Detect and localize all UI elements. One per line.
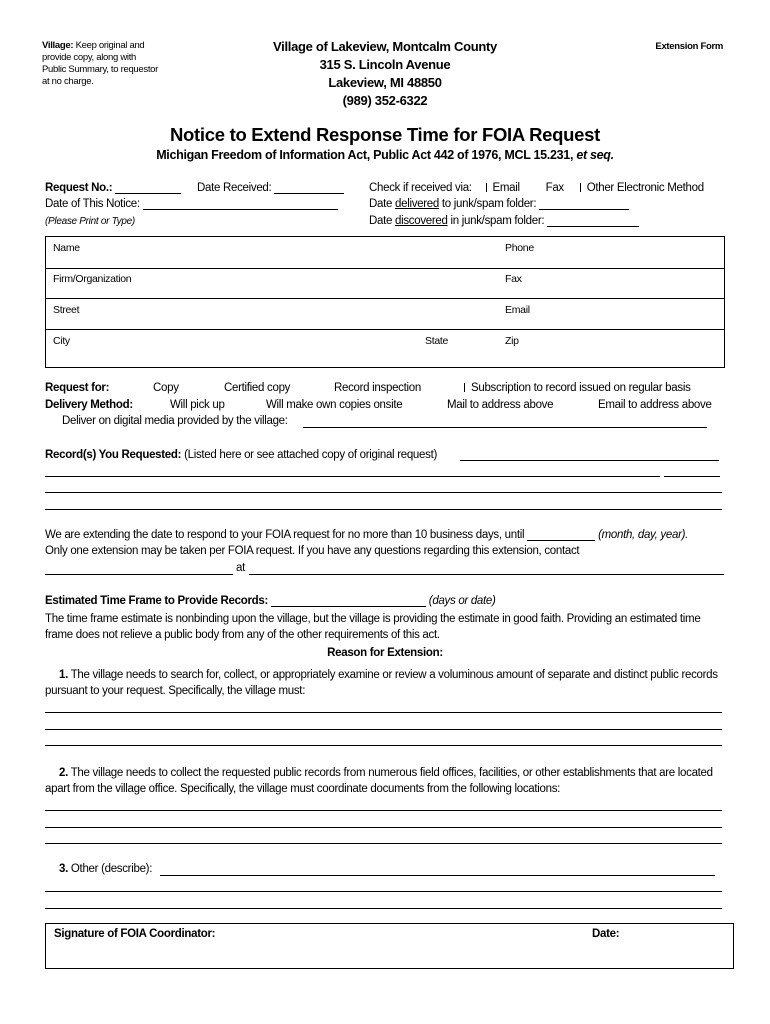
reason-heading: Reason for Extension: [327, 647, 443, 659]
records-row [45, 449, 437, 461]
request-no-row [45, 182, 181, 194]
reason-1-num: 1. [59, 669, 68, 681]
reason-2-line-2[interactable] [45, 827, 722, 828]
name-label: Name [53, 242, 80, 254]
opt-fax: Fax [545, 182, 564, 194]
extension-text-2: Only one extension may be taken per FOIA request. If you have any questions regarding this extension, contact [45, 545, 580, 557]
date-word-2: Date [369, 215, 393, 227]
opt-inspection[interactable]: Record inspection [334, 382, 421, 394]
contact-divider-2 [45, 298, 725, 299]
contact-divider-1 [45, 268, 725, 269]
estimate-suffix: (days or date) [428, 595, 496, 607]
request-no-field[interactable] [115, 182, 181, 194]
opt-subscription: Subscription to record issued on regular basis [471, 382, 691, 394]
delivered-row [369, 198, 629, 210]
junk-delivered-label: to junk/spam folder: [441, 198, 537, 210]
extension-date-field[interactable] [527, 529, 595, 541]
org-phone: (989) 352-6322 [342, 93, 428, 108]
junk-discovered-label: in junk/spam folder: [450, 215, 545, 227]
reason-3-num: 3. [59, 863, 68, 875]
firm-field[interactable] [51, 285, 499, 297]
records-label: Record(s) You Requested: [45, 449, 182, 461]
subscription-row [464, 382, 691, 394]
digital-label: Deliver on digital media provided by the village: [62, 415, 288, 427]
reason-1 [45, 667, 725, 699]
opt-mail[interactable]: Mail to address above [447, 399, 554, 411]
city-field[interactable] [51, 347, 411, 359]
subscription-checkbox[interactable] [464, 383, 466, 392]
opt-certified[interactable]: Certified copy [224, 382, 291, 394]
request-no-label: Request No.: [45, 182, 113, 194]
village-instruction [42, 40, 162, 88]
org-header [200, 38, 570, 110]
signature-date-field[interactable] [592, 944, 722, 964]
reason-3-line-2[interactable] [45, 891, 722, 892]
form-type: Extension Form [655, 41, 723, 52]
page-subtitle [0, 148, 770, 162]
delivery-label: Delivery Method: [45, 399, 133, 411]
state-label: State [425, 335, 449, 347]
reason-1-line-3[interactable] [45, 745, 722, 746]
reason-2-num: 2. [59, 767, 68, 779]
digital-field[interactable] [303, 427, 707, 428]
reason-2 [45, 765, 725, 797]
records-line-2a[interactable] [45, 476, 660, 477]
opt-email-delivery[interactable]: Email to address above [598, 399, 712, 411]
subtitle-em: et seq. [576, 148, 614, 162]
discovered-word: discovered [395, 215, 448, 227]
name-field[interactable] [51, 254, 499, 266]
village-label: Village: [42, 40, 74, 51]
opt-copies-onsite[interactable]: Will make own copies onsite [266, 399, 403, 411]
org-name: Village of Lakeview, Montcalm County [273, 39, 497, 54]
phone-label: Phone [505, 242, 534, 254]
extension-text-1-em: (month, day, year). [598, 529, 689, 541]
reason-1-text: The village needs to search for, collect, or appropriately examine or review a voluminous amount of separate and distinct public records pursuant to your request. Specifically, the village must: [45, 669, 718, 697]
reason-2-line-1[interactable] [45, 810, 722, 811]
opt-pickup[interactable]: Will pick up [170, 399, 225, 411]
org-city: Lakeview, MI 48850 [328, 75, 442, 90]
estimate-field[interactable] [271, 595, 426, 607]
date-notice-field[interactable] [143, 198, 338, 210]
records-line-4[interactable] [45, 509, 722, 510]
records-line-1[interactable] [460, 460, 719, 461]
reason-2-text: The village needs to collect the requested public records from numerous field offices, facilities, or other establishments that are located apart from the village office. Specifically, the village must coordinate documents from the following locations: [45, 767, 713, 795]
village-note: Keep original and provide copy, along with Public Summary, to requestor at no charge. [42, 40, 159, 87]
delivered-date-field[interactable] [539, 198, 629, 210]
signature-date-label: Date: [592, 928, 620, 940]
estimate-label: Estimated Time Frame to Provide Records: [45, 595, 268, 607]
date-received-field[interactable] [274, 182, 344, 194]
email-label: Email [505, 304, 530, 316]
extension-text-1: We are extending the date to respond to your FOIA request for no more than 10 business days, until [45, 529, 525, 541]
opt-email: Email [492, 182, 520, 194]
zip-label: Zip [505, 335, 519, 347]
street-label: Street [53, 304, 80, 316]
date-notice-row [45, 198, 338, 210]
email-checkbox[interactable] [486, 183, 488, 192]
at-label: at [236, 562, 245, 574]
reason-3-line-1[interactable] [160, 875, 715, 876]
city-label: City [53, 335, 70, 347]
fax-label: Fax [505, 273, 522, 285]
reason-3 [59, 863, 152, 875]
street-field[interactable] [51, 316, 499, 328]
opt-copy[interactable]: Copy [153, 382, 179, 394]
print-note: (Please Print or Type) [45, 216, 135, 227]
date-received-label: Date Received: [197, 182, 272, 194]
subtitle-main: Michigan Freedom of Information Act, Public Act 442 of 1976, MCL 15.231, [156, 148, 574, 162]
records-line-3[interactable] [45, 492, 722, 493]
signature-label: Signature of FOIA Coordinator: [54, 928, 216, 940]
request-for-label: Request for: [45, 382, 110, 394]
records-note: (Listed here or see attached copy of original request) [184, 449, 437, 461]
records-line-2b[interactable] [664, 476, 720, 477]
date-notice-label: Date of This Notice: [45, 198, 140, 210]
org-address: 315 S. Lincoln Avenue [319, 57, 451, 72]
firm-label: Firm/Organization [53, 273, 132, 285]
discovered-date-field[interactable] [547, 215, 639, 227]
signature-field[interactable] [54, 944, 574, 964]
page-title: Notice to Extend Response Time for FOIA Request [170, 124, 600, 145]
discovered-row [369, 215, 639, 227]
received-via-label: Check if received via: [369, 182, 472, 194]
extension-line-1 [45, 529, 745, 541]
date-word: Date [369, 198, 393, 210]
reason-3-text: Other (describe): [70, 863, 153, 875]
contact-name-field[interactable] [45, 574, 233, 575]
reason-2-line-3[interactable] [45, 843, 722, 844]
received-via-row [369, 182, 704, 194]
contact-info-field[interactable] [249, 574, 724, 575]
date-received-row [197, 182, 344, 194]
other-checkbox[interactable] [580, 183, 582, 192]
delivered-word: delivered [395, 198, 439, 210]
reason-1-line-2[interactable] [45, 729, 722, 730]
estimate-row [45, 595, 496, 607]
reason-1-line-1[interactable] [45, 712, 722, 713]
reason-3-line-3[interactable] [45, 908, 722, 909]
contact-divider-3 [45, 329, 725, 330]
estimate-para: The time frame estimate is nonbinding upon the village, but the village is providing the estimate in good faith. Providing an estimated time frame does not relieve a public body from any of the other requirements of this act. [45, 613, 701, 641]
opt-other: Other Electronic Method [586, 182, 704, 194]
